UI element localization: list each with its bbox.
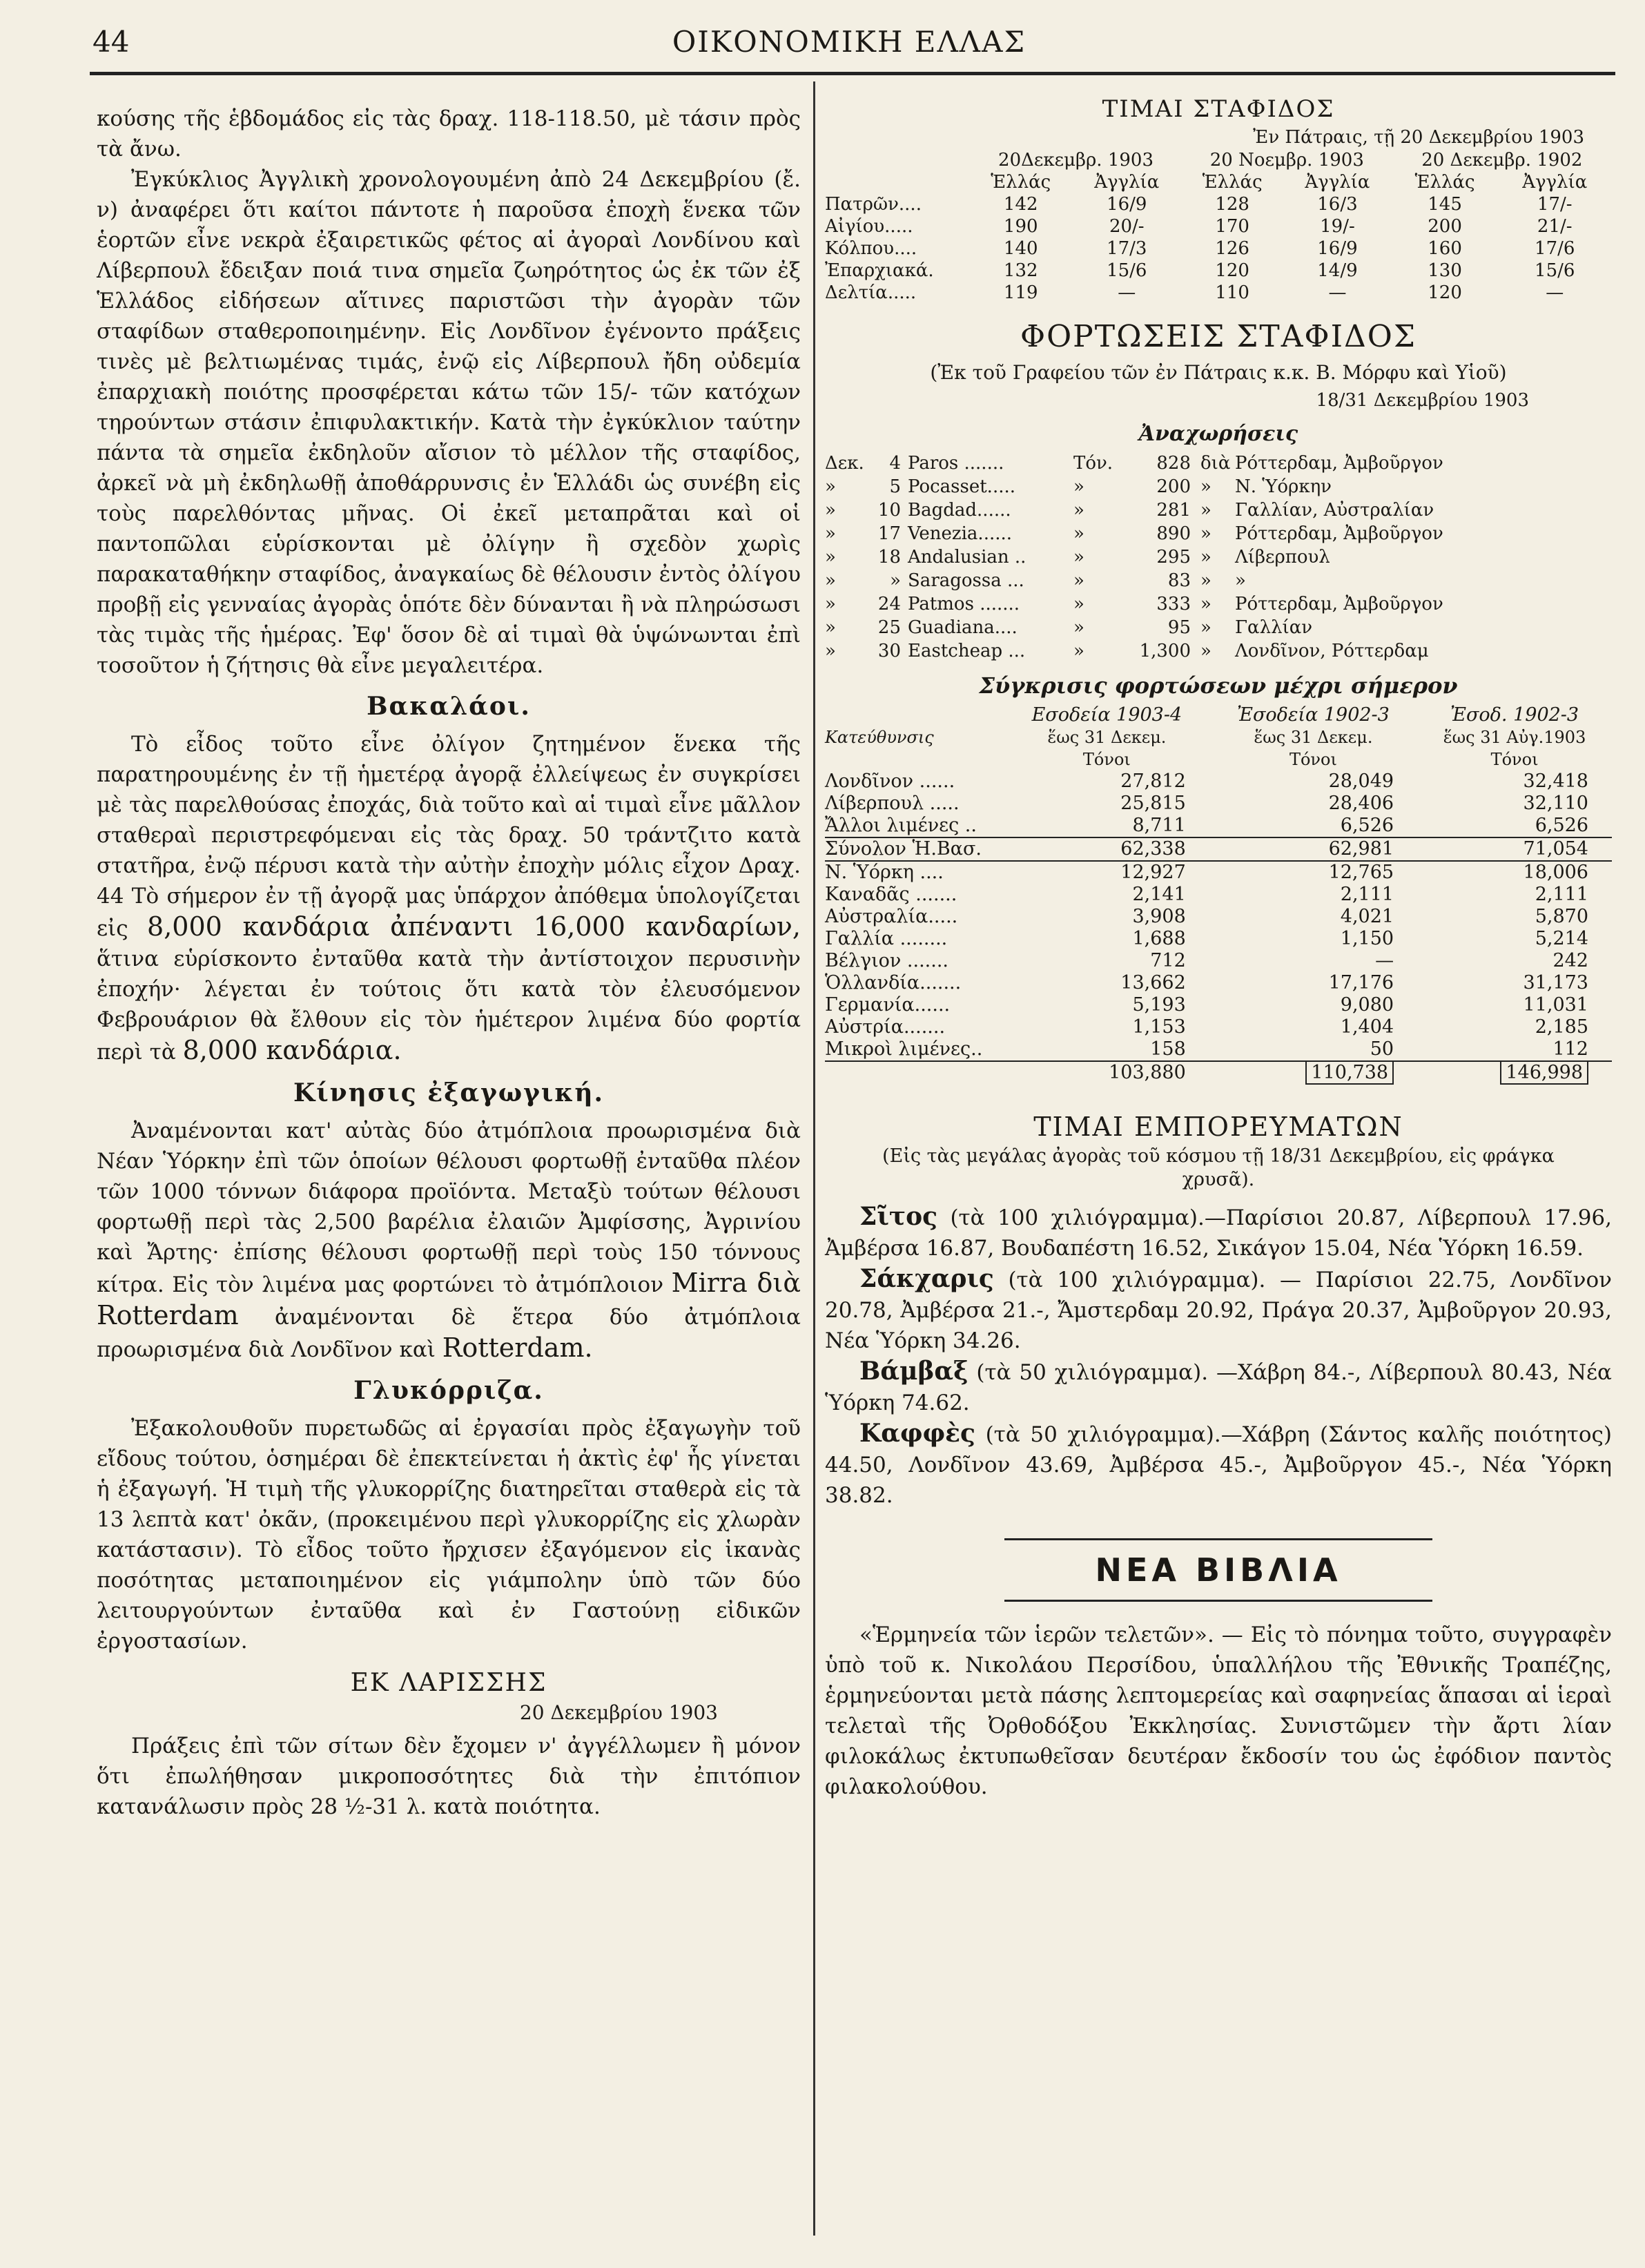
lead-sitos: Σῖτος: [859, 1202, 938, 1231]
cell: »: [1200, 523, 1211, 544]
cell: 5,870: [1535, 906, 1588, 927]
text-sitos: (τὰ 100 χιλιόγραμμα).—Παρίσιοι 20.87, Λίβερπουλ 17.96, Ἀμβέρσα 16.87, Βουδαπέστη 16.52, Σικάγον 15.04, Νέα Ὑόρκη 16.59.: [825, 1205, 1612, 1261]
cell: 12,927: [1120, 862, 1186, 883]
cell: 1,688: [1132, 928, 1186, 949]
export-text-d: Rotterdam.: [442, 1332, 593, 1363]
col-header: Ἀγγλία: [1094, 172, 1160, 193]
cell: »: [1200, 547, 1211, 568]
cell: Γαλλίαν: [1235, 617, 1313, 638]
row-label: Καναδᾶς .......: [825, 884, 957, 905]
cell: Andalusian ..: [908, 547, 1026, 568]
table-row: [825, 861, 1612, 884]
page-header: [83, 25, 1615, 73]
cell: 19/-: [1320, 216, 1355, 237]
table-row: [825, 592, 1612, 616]
bakalaoi-text-d: 8,000 κανδάρια.: [182, 1035, 402, 1065]
cell: 200: [1156, 476, 1191, 497]
cell: Λίβερπουλ: [1235, 547, 1330, 568]
cell: 140: [1003, 238, 1038, 259]
col-header: Ἀγγλία: [1305, 172, 1370, 193]
cell: 50: [1370, 1038, 1394, 1060]
table-row: [825, 639, 1612, 663]
cell: »: [825, 594, 836, 614]
cell: »: [825, 570, 836, 591]
col-header: Ἑλλάς: [1414, 172, 1475, 193]
text-vamvax: (τὰ 50 χιλιόγραμμα). —Χάβρη 84.-, Λίβερπουλ 80.43, Νέα Ὑόρκη 74.62.: [825, 1360, 1612, 1415]
cell: »: [890, 570, 901, 591]
cell: 828: [1156, 453, 1191, 474]
cell: 18: [877, 547, 901, 568]
section-heading-larissa: ΕΚ ΛΑΡΙΣΣΗΣ: [350, 1669, 547, 1697]
cell: 32,418: [1523, 770, 1588, 792]
cell: 1,153: [1132, 1016, 1186, 1038]
row-label: Δελτία.....: [825, 282, 917, 303]
export-text-c: ἀναμένονται δὲ ἕτερα δύο ἀτμόπλοια προωρισμένα διὰ Λονδῖνον καὶ: [97, 1305, 801, 1362]
cell: 17/6: [1535, 238, 1575, 259]
cell: 8,711: [1132, 815, 1186, 836]
table-row: [825, 994, 1612, 1016]
cell: Ρόττερδαμ, Ἀμβοῦργον: [1235, 523, 1443, 544]
cell: 5,214: [1535, 928, 1588, 949]
cell: »: [1200, 476, 1211, 497]
cell: »: [1073, 547, 1084, 568]
cell: 6,526: [1535, 815, 1588, 836]
total-cell: 103,880: [1109, 1062, 1186, 1083]
cell: 112: [1552, 1038, 1588, 1060]
paragraph-sakcharis: [825, 1263, 1612, 1356]
paragraph-continuation: κούσης τῆς ἑβδομάδος εἰς τὰς δραχ. 118-118.50, μὲ τάσιν πρὸς τὰ ἄνω.: [97, 106, 801, 162]
cell: 28,406: [1328, 793, 1394, 814]
cell: 28,049: [1328, 770, 1394, 792]
cell: 24: [877, 594, 901, 614]
row-label: Βέλγιον .......: [825, 950, 948, 971]
table-row: [825, 884, 1612, 906]
unit-label: Τόνοι: [1289, 750, 1337, 769]
cell: »: [1200, 617, 1211, 638]
cell: Ν. Ὑόρκην: [1235, 476, 1332, 497]
row-label: Πατρῶν....: [825, 194, 922, 215]
cell: 158: [1150, 1038, 1186, 1060]
raisin-prices-subtitle: Ἐν Πάτραις, τῇ 20 Δεκεμβρίου 1903: [1253, 127, 1584, 148]
cell: 5,193: [1132, 994, 1186, 1016]
cell: »: [825, 500, 836, 521]
cell: Eastcheap ...: [908, 641, 1026, 661]
cell: Λονδῖνον, Ρόττερδαμ: [1235, 641, 1429, 661]
lead-vamvax: Βάμβαξ: [859, 1357, 968, 1386]
cell: 145: [1428, 194, 1462, 215]
cell: Saragossa ...: [908, 570, 1024, 591]
col-header: ἕως 31 Αὐγ.1903: [1443, 728, 1586, 747]
cell: Τόν.: [1073, 453, 1113, 474]
col-header: Ἀγγλία: [1522, 172, 1588, 193]
table-row: [825, 748, 1612, 770]
table-row: [825, 1038, 1612, 1061]
paragraph-vamvax: [825, 1356, 1612, 1418]
cell: 21/-: [1537, 216, 1573, 237]
lead-kaffes: Καφφὲς: [859, 1419, 975, 1448]
cell: »: [1073, 594, 1084, 614]
cell: Δεκ.: [825, 453, 864, 474]
cell: 15/6: [1535, 260, 1575, 281]
cell: Paros .......: [908, 453, 1004, 474]
cell: 16/9: [1107, 194, 1147, 215]
cell: 62,338: [1120, 838, 1186, 860]
cell: »: [825, 523, 836, 544]
paragraph-glykorriza: Ἐξακολουθοῦν πυρετωδῶς αἱ ἐργασίαι πρὸς ἐξαγωγὴν τοῦ εἴδους τούτου, ὁσημέραι δὲ ἐπεκτείνεται ἡ ἀκτὶς ἐφ' ἧς γίνεται ἡ ἐξαγωγή. Ἡ τιμὴ τῆς γλυκορρίζης διατηρεῖται σταθερὰ εἰς τὰ 13 λεπτὰ κατ' ὀκᾶν, (προκειμένου περὶ γλυκορρίζης εἰς χλωρὰν κατάστασιν). Τὸ εἶδος τοῦτο ἤρχισεν ἐξαγόμενον εἰς ἱκανὰς ποσότητας μεταποιημένον εἰς γιάμπολην ὑπὸ τῶν δύο λειτουργούντων ἐνταῦθα καὶ ἐν Γαστούνῃ εἰδικῶν ἐργοστασίων.: [97, 1416, 801, 1654]
comparison-table: [825, 704, 1612, 1084]
shipments-date: 18/31 Δεκεμβρίου 1903: [1316, 390, 1529, 411]
table-row: [825, 260, 1612, 282]
cell: 4: [889, 453, 901, 474]
section-heading-glykorriza: Γλυκόρριζα.: [353, 1376, 544, 1405]
row-label: Μικροὶ λιμένες..: [825, 1038, 983, 1060]
cell: 2,141: [1132, 884, 1186, 905]
raisin-prices-title: ΤΙΜΑΙ ΣΤΑΦΙΔΟΣ: [1102, 95, 1335, 123]
section-heading-bakalaoi: Βακαλάοι.: [367, 692, 531, 721]
cell: »: [825, 476, 836, 497]
new-books-heading: ΝΕΑ ΒΙΒΛΙΑ: [1004, 1538, 1432, 1602]
cell: Γαλλίαν, Αὐστραλίαν: [1235, 500, 1434, 521]
table-row: [825, 282, 1612, 304]
cell: 110: [1215, 282, 1249, 303]
row-label: Λίβερπουλ .....: [825, 793, 960, 814]
cell: 11,031: [1523, 994, 1588, 1016]
header-rule: [90, 72, 1615, 75]
row-label: Αἰγίου.....: [825, 216, 913, 237]
cell: 25,815: [1120, 793, 1186, 814]
col-header: Ἐσοδεία 1902-3: [1236, 704, 1390, 726]
cell: 30: [877, 641, 901, 661]
cell: 200: [1428, 216, 1462, 237]
text-sakcharis: (τὰ 100 χιλιόγραμμα). — Παρίσιοι 22.75, Λονδῖνον 20.78, Ἀμβέρσα 21.-, Ἄμστερδαμ 20.92, Πράγα 20.37, Ἀμβοῦργον 20.93, Νέα Ὑόρκη 34.26.: [825, 1268, 1613, 1353]
cell: Bagdad......: [908, 500, 1011, 521]
total-row: [825, 1061, 1612, 1084]
cell: 9,080: [1340, 994, 1394, 1016]
cell: Pocasset.....: [908, 476, 1015, 497]
table-row: [825, 193, 1612, 215]
col-header: Ἐσοδ. 1902-3: [1450, 704, 1579, 726]
date-header: 20 Δεκεμβρ. 1902: [1421, 150, 1583, 171]
cell: 95: [1167, 617, 1191, 638]
paragraph-circular: Ἐγκύκλιος Ἀγγλικὴ χρονολογουμένη ἀπὸ 24 Δεκεμβρίου (ἔ. ν) ἀναφέρει ὅτι καίτοι πάντοτε ἡ παροῦσα ἐποχὴ ἕνεκα τῶν ἑορτῶν εἶνε νεκρὰ ἐξαιρετικῶς φέτος αἱ ἀγοραὶ Λονδίνου καὶ Λίβερπουλ ἔδειξαν ποιά τινα σημεῖα ζωηρότητος ὡς ἐκ τῶν ἐξ Ἑλλάδος εἰδήσεων αἵτινες παριστῶσι τὴν ἀγορὰν τῶν σταφίδων σταθεροποιημένην. Εἰς Λονδῖνον ἐγένοντο πράξεις τινὲς μὲ βελτιωμένας τιμάς, ἐνῷ εἰς Λίβερπουλ ἤδη οὐδεμία ἐπαρχιακὴ ποιότης προσφέρεται κάτω τῶν 15/- τῶν κατόχων τηρούντων στάσιν ἐπιφυλακτικήν. Κατὰ τὴν ἐγκύκλιον ταύτην πάντα τὰ σημεῖα ἐκδηλοῦν αἴσιον τὸ μέλλον τῆς σταφίδος, ἀρκεῖ νὰ μὴ ἐκδηλωθῇ ἀποθάρρυνσις ἐν Ἑλλάδι ὡς συνέβη εἰς τοὺς παρελθόντας μῆνας. Οἱ ἐκεῖ μεταπρᾶται καὶ οἱ παντοπῶλαι εὑρίσκονται μὲ ὀλίγην ἢ σχεδὸν χωρὶς παρακαταθήκην σταφίδος, ἀναγκαίως δὲ θέλουσιν ἐντὸς ὀλίγου προβῇ εἰς γενναίας ἀγορὰς ὁπότε δὲν δύνανται ἢ νὰ πληρώσωσι τὰς τιμὰς τῆς ἡμέρας. Ἐφ' ὅσον δὲ αἱ τιμαὶ θὰ ὑψώνωνται ἐπὶ τοσοῦτον ἡ ζήτησις θὰ εἶνε μεγαλειτέρα.: [97, 167, 801, 678]
paragraph-export: [97, 1116, 801, 1365]
commodity-prices-title: ΤΙΜΑΙ ΕΜΠΟΡΕΥΜΑΤΩΝ: [1033, 1112, 1403, 1142]
row-label: Γαλλία ........: [825, 928, 948, 949]
cell: 3,908: [1132, 906, 1186, 927]
table-row: [825, 569, 1612, 592]
table-row: [825, 1016, 1612, 1038]
cell: 17/3: [1107, 238, 1147, 259]
bakalaoi-text-a: Τὸ εἶδος τοῦτο εἶνε ὀλίγον ζητημένον ἕνεκα τῆς παρατηρουμένης ἐν τῇ ἡμετέρᾳ ἀγορᾷ ἐλλείψεως ἐν συγκρίσει μὲ τὰς παρελθούσας ἐποχάς, διὰ τοῦτο καὶ αἱ τιμαὶ εἶνε μᾶλλον σταθεραὶ περιστρεφόμεναι εἰς τὰς δραχ. 50 τράντζιτο κατὰ στατῆρα, ἐνῷ πέρυσι κατὰ τὴν αὐτὴν ἐποχὴν μόλις εἶχον Δραχ. 44 Τὸ σήμερον ἐν τῇ ἀγορᾷ μας ὑπάρχον ἀπόθεμα ὑπολογίζεται εἰς: [97, 732, 801, 941]
col-header: Ἑλλάς: [1202, 172, 1263, 193]
departures-table: [825, 452, 1612, 663]
cell: 15/6: [1107, 260, 1147, 281]
row-label: Ν. Ὑόρκη ....: [825, 862, 944, 883]
col-header: Ἑλλάς: [991, 172, 1051, 193]
table-row: [825, 171, 1612, 193]
text-kaffes: (τὰ 50 χιλιόγραμμα).—Χάβρη (Σάντος καλῆς ποιότητος) 44.50, Λονδῖνον 43.69, Ἀμβέρσα 45.-, Ἀμβοῦργον 45.-, Νέα Ὑόρκη 38.82.: [825, 1422, 1612, 1508]
shipments-source: (Ἐκ τοῦ Γραφείου τῶν ἐν Πάτραις κ.κ. Β. Μόρφυ καὶ Υἱοῦ): [930, 361, 1507, 384]
paragraph-new-book: «Ἑρμηνεία τῶν ἱερῶν τελετῶν». — Εἰς τὸ πόνημα τοῦτο, συγγραφὲν ὑπὸ τοῦ κ. Νικολάου Περσίδου, ὑπαλλήλου τῆς Ἐθνικῆς Τραπέζης, ἑρμηνεύονται μετὰ πάσης λεπτομερείας καὶ σαφηνείας ἅπασαι αἱ ἱεραὶ τελεταὶ τῆς Ὀρθοδόξου Ἐκκλησίας. Συνιστῶμεν τὴν ἄρτι λίαν φιλοκάλως ἐκτυπωθεῖσαν δευτέραν ἔκδοσίν του ὡς ἐφόδιον παντὸς φιλακολούθου.: [825, 1622, 1612, 1799]
cell: 1,300: [1139, 641, 1191, 661]
row-label: Ἐπαρχιακά.: [825, 260, 934, 281]
cell: 18,006: [1523, 862, 1588, 883]
cell: »: [825, 617, 836, 638]
cell: »: [1073, 641, 1084, 661]
cell: 14/9: [1317, 260, 1358, 281]
cell: —: [1375, 950, 1394, 971]
cell: 190: [1003, 216, 1038, 237]
paragraph-larissa: Πράξεις ἐπὶ τῶν σίτων δὲν ἔχομεν ν' ἀγγέλλωμεν ἢ μόνον ὅτι ἐπωλήθησαν μικροποσότητες διὰ τὴν ἐπιτόπιον κατανάλωσιν πρὸς 28 ½-31 λ. κατὰ ποιότητα.: [97, 1734, 801, 1819]
cell: 295: [1156, 547, 1191, 568]
cell: 120: [1215, 260, 1249, 281]
cell: 31,173: [1523, 972, 1588, 994]
cell: 5: [889, 476, 901, 497]
total-cell: 146,998: [1500, 1060, 1588, 1085]
raisin-prices-table: [825, 149, 1612, 304]
table-row: [825, 837, 1612, 861]
table-row: [825, 452, 1612, 475]
cell: 62,981: [1328, 838, 1394, 860]
cell: 242: [1552, 950, 1588, 971]
cell: —: [1546, 282, 1564, 303]
cell: »: [1073, 500, 1084, 521]
export-text-b: Mirra διὰ Rotterdam: [97, 1268, 801, 1330]
departures-heading: Ἀναχωρήσεις: [1138, 422, 1298, 446]
cell: »: [1200, 641, 1211, 661]
comparison-title: Σύγκρισις φορτώσεων μέχρι σήμερον: [979, 672, 1458, 699]
col-header: ἕως 31 Δεκεμ.: [1047, 728, 1167, 747]
table-row: [825, 906, 1612, 928]
table-row: [825, 238, 1612, 260]
cell: 6,526: [1340, 815, 1394, 836]
cell: »: [1235, 570, 1246, 591]
cell: 119: [1003, 282, 1038, 303]
row-label: Αὐστρία.......: [825, 1016, 946, 1038]
cell: 71,054: [1523, 838, 1588, 860]
cell: 120: [1428, 282, 1462, 303]
table-row: [825, 770, 1612, 793]
col-header: ἕως 31 Δεκεμ.: [1254, 728, 1373, 747]
cell: 16/9: [1317, 238, 1358, 259]
cell: »: [825, 547, 836, 568]
cell: »: [825, 641, 836, 661]
table-row: [825, 616, 1612, 639]
column-rule: [813, 81, 815, 2236]
cell: »: [1200, 594, 1211, 614]
cell: —: [1328, 282, 1347, 303]
table-row: [825, 972, 1612, 994]
left-column: [97, 104, 801, 1822]
cell: 13,662: [1120, 972, 1186, 994]
cell: 10: [877, 500, 901, 521]
dateline-larissa: 20 Δεκεμβρίου 1903: [519, 1701, 718, 1724]
table-row: [825, 149, 1612, 171]
cell: »: [1073, 523, 1084, 544]
cell: 27,812: [1120, 770, 1186, 792]
cell: Guadiana....: [908, 617, 1018, 638]
cell: 142: [1003, 194, 1038, 215]
date-header: 20Δεκεμβρ. 1903: [998, 150, 1154, 171]
cell: »: [1200, 500, 1211, 521]
cell: 17,176: [1328, 972, 1394, 994]
table-row: [825, 475, 1612, 498]
right-column: [825, 95, 1612, 1802]
col-header: Κατεύθυνσις: [825, 728, 934, 747]
table-row: [825, 498, 1612, 522]
cell: 20/-: [1109, 216, 1145, 237]
cell: »: [1073, 617, 1084, 638]
table-row: [825, 950, 1612, 972]
cell: 32,110: [1523, 793, 1588, 814]
cell: »: [1073, 570, 1084, 591]
row-label: Αὐστραλία.....: [825, 906, 958, 927]
cell: 1,150: [1340, 928, 1394, 949]
paragraph-sitos: [825, 1201, 1612, 1263]
unit-label: Τόνοι: [1082, 750, 1131, 769]
total-cell: 110,738: [1305, 1060, 1394, 1085]
cell: 890: [1156, 523, 1191, 544]
table-row: [825, 215, 1612, 238]
cell: 2,111: [1535, 884, 1588, 905]
commodity-prices-note: (Εἰς τὰς μεγάλας ἀγορὰς τοῦ κόσμου τῇ 18/31 Δεκεμβρίου, εἰς φράγκα χρυσᾶ).: [882, 1145, 1555, 1190]
table-row: [825, 522, 1612, 545]
cell: 17/-: [1537, 194, 1573, 215]
cell: »: [1200, 570, 1211, 591]
row-label: Λονδῖνον ......: [825, 770, 955, 792]
cell: 2,111: [1340, 884, 1394, 905]
cell: 17: [877, 523, 901, 544]
table-row: [825, 793, 1612, 815]
cell: 130: [1428, 260, 1462, 281]
cell: Ρόττερδαμ, Ἀμβοῦργον: [1235, 594, 1443, 614]
cell: »: [1073, 476, 1084, 497]
bakalaoi-text-b: 8,000 κανδάρια ἀπέναντι 16,000 κανδαρίων,: [147, 911, 801, 942]
lead-sakcharis: Σάκχαρις: [859, 1264, 994, 1293]
col-header: Εσοδεία 1903-4: [1031, 704, 1182, 726]
row-label: Σύνολον Ἡ.Βασ.: [825, 838, 982, 860]
cell: 126: [1215, 238, 1249, 259]
shipments-title: ΦΟΡΤΩΣΕΙΣ ΣΤΑΦΙΔΟΣ: [1020, 319, 1417, 354]
cell: 160: [1428, 238, 1462, 259]
table-row: [825, 726, 1612, 748]
row-label: Κόλπου....: [825, 238, 917, 259]
cell: διὰ: [1200, 453, 1231, 474]
table-row: [825, 704, 1612, 726]
cell: 170: [1215, 216, 1249, 237]
cell: 1,404: [1340, 1016, 1394, 1038]
page-number: 44: [93, 25, 130, 59]
table-row: [825, 815, 1612, 837]
bakalaoi-text-c: ἅτινα εὑρίσκοντο ἐνταῦθα κατὰ τὴν ἀντίστοιχον περυσινὴν ἐποχήν· λέγεται ἐν τούτοις ὅτι κατὰ τὸν ἐλευσόμενον Φεβρουάριον θὰ ἔλθουν εἰς τὸν ἡμέτερον λιμένα δύο φορτία περὶ τὰ: [97, 947, 801, 1065]
cell: 333: [1156, 594, 1191, 614]
table-row: [825, 928, 1612, 950]
row-label: Γερμανία......: [825, 994, 951, 1016]
cell: 2,185: [1535, 1016, 1588, 1038]
cell: 83: [1167, 570, 1191, 591]
cell: 12,765: [1328, 862, 1394, 883]
cell: 132: [1003, 260, 1038, 281]
row-label: Ἄλλοι λιμένες ..: [825, 815, 977, 836]
cell: 4,021: [1340, 906, 1394, 927]
cell: Venezia......: [908, 523, 1013, 544]
cell: 16/3: [1317, 194, 1358, 215]
date-header: 20 Νοεμβρ. 1903: [1209, 150, 1364, 171]
cell: Ρόττερδαμ, Ἀμβοῦργον: [1235, 453, 1443, 474]
cell: 25: [877, 617, 901, 638]
cell: 128: [1215, 194, 1249, 215]
unit-label: Τόνοι: [1490, 750, 1539, 769]
cell: 281: [1156, 500, 1191, 521]
section-heading-export: Κίνησις ἐξαγωγική.: [293, 1078, 605, 1107]
paragraph-kaffes: [825, 1418, 1612, 1511]
table-row: [825, 545, 1612, 569]
export-text-a: Ἀναμένονται κατ' αὐτὰς δύο ἀτμόπλοια προωρισμένα διὰ Νέαν Ὑόρκην ἐπὶ τῶν ὁποίων θέλουσι φορτωθῇ ἐνταῦθα πλέον τῶν 1000 τόννων διάφορα προϊόντα. Μεταξὺ τούτων θέλουσι φορτωθῇ περὶ τὰς 2,500 βαρέλια ἐλαιῶν Ἀμφίσσης, Ἀγρινίου καὶ Ἄρτης· ἐπίσης θέλουσι φορτωθῇ περὶ τοὺς 150 τόννους κίτρα. Εἰς τὸν λιμένα μας φορτώνει τὸ ἀτμόπλοιον: [97, 1118, 801, 1297]
row-label: Ὁλλανδία.......: [825, 972, 962, 994]
cell: 712: [1150, 950, 1186, 971]
paragraph-bakalaoi: [97, 729, 801, 1067]
cell: —: [1118, 282, 1136, 303]
publication-title: ΟΙΚΟΝΟΜΙΚΗ ΕΛΛΑΣ: [672, 25, 1026, 59]
cell: Patmos .......: [908, 594, 1020, 614]
